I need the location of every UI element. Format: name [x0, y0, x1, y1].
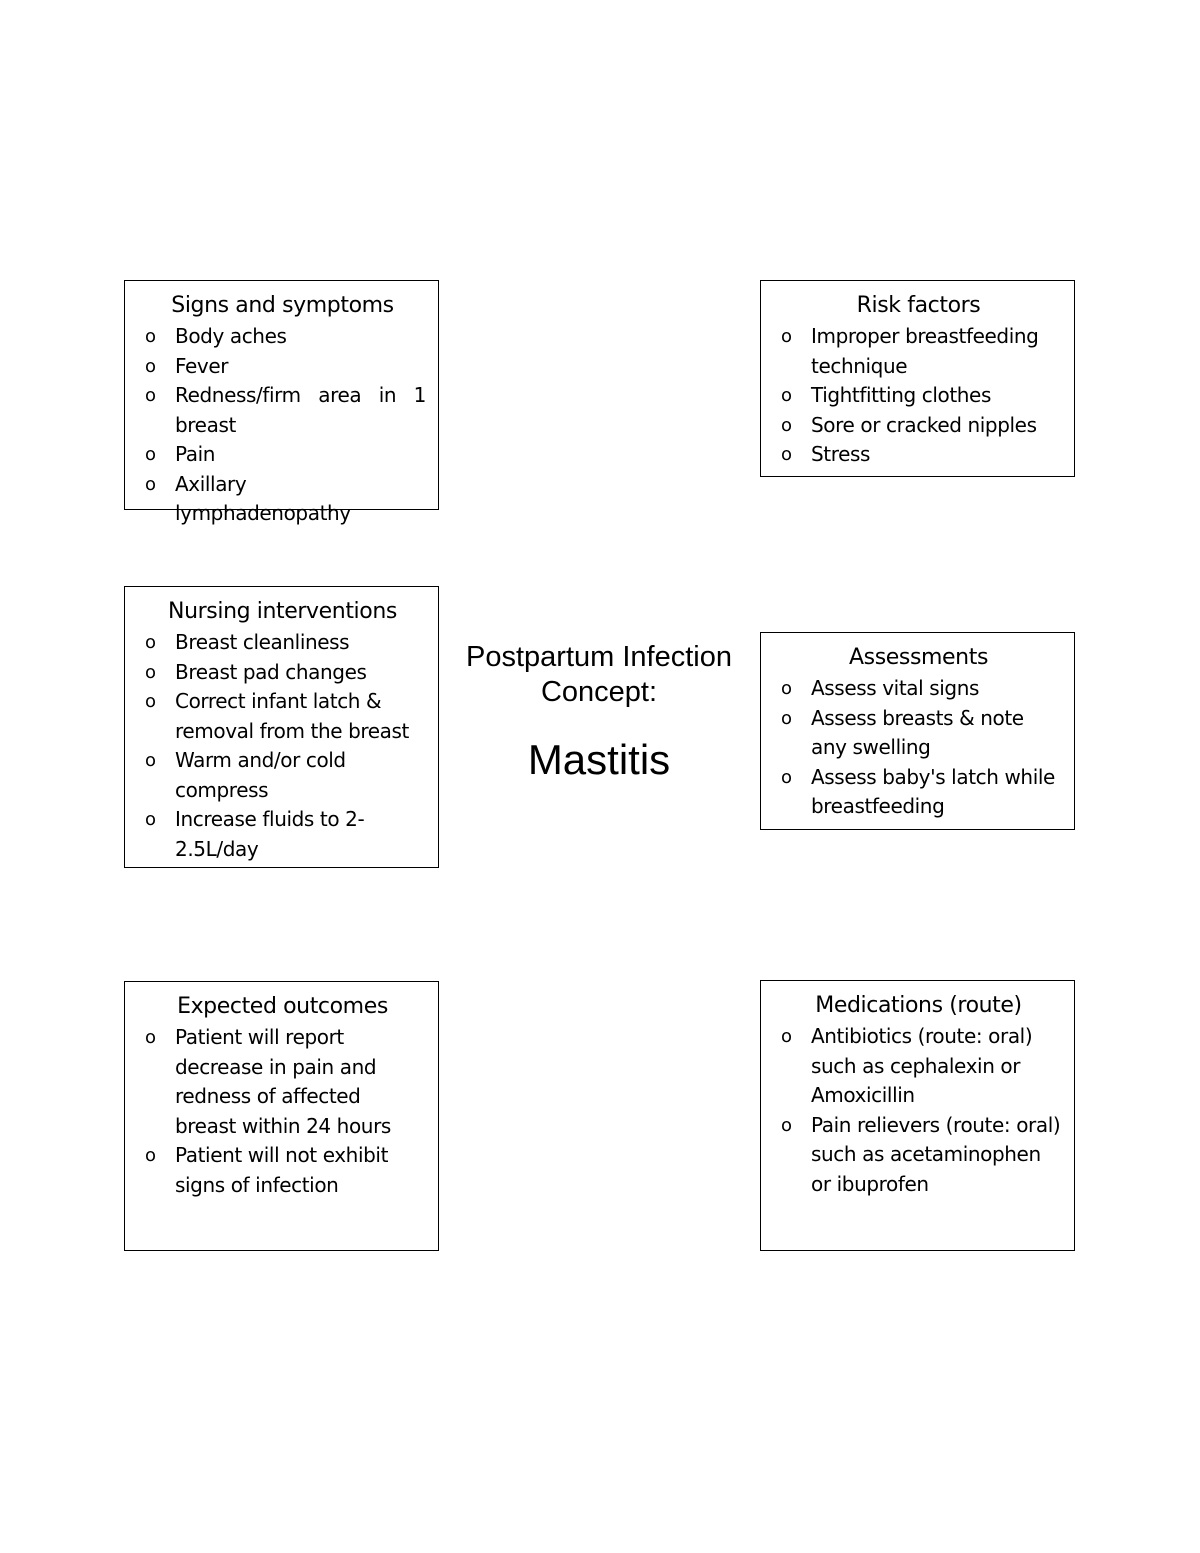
- bullet-icon: o: [145, 1027, 156, 1048]
- bullet-icon: o: [781, 678, 792, 699]
- list-item: o Breast pad changes: [139, 658, 426, 688]
- list-item: o Increase fluids to 2-2.5L/day: [145, 807, 365, 861]
- bullet-icon: o: [145, 661, 156, 683]
- meds-list: [775, 1022, 1062, 1199]
- signs-and-symptoms-box: [124, 280, 439, 525]
- bullet-icon: o: [781, 444, 792, 465]
- bullet-icon: o: [145, 473, 156, 495]
- bullet-icon: o: [145, 809, 156, 830]
- box-title: Signs and symptoms: [171, 293, 394, 318]
- nursing-interventions-box: [124, 586, 439, 868]
- concept-line-1: Postpartum Infection: [466, 641, 732, 673]
- list-item: o Pain relievers (route: oral) such as acetaminophen or ibuprofen: [781, 1112, 1061, 1196]
- list-item: o Pain: [139, 440, 426, 470]
- box-title: Assessments: [848, 645, 989, 670]
- bullet-icon: o: [781, 385, 792, 406]
- box-title: Risk factors: [856, 293, 981, 318]
- medications-box: [760, 980, 1075, 1251]
- box-title: Nursing interventions: [168, 599, 397, 624]
- list-item: o Improper breastfeeding technique: [781, 324, 1039, 378]
- box-title: Expected outcomes: [177, 994, 388, 1019]
- risk-list: [775, 322, 1062, 470]
- assess-list: [775, 674, 1062, 822]
- list-item: o Assess baby's latch while breastfeeding: [781, 764, 1055, 818]
- list-item: o Tightfitting clothes: [775, 381, 1062, 411]
- list-item: o Sore or cracked nipples: [775, 411, 1062, 441]
- bullet-icon: o: [781, 1026, 792, 1047]
- list-item: o Breast cleanliness: [139, 628, 426, 658]
- list-item: o Warm and/or cold compress: [145, 748, 346, 802]
- box-title: Medications (route): [815, 993, 1022, 1018]
- concept-line-2: Concept:: [540, 676, 658, 708]
- bullet-icon: o: [145, 1145, 156, 1166]
- risk-factors-box: [760, 280, 1075, 477]
- list-item: o Fever: [139, 352, 426, 382]
- outcome-list: [139, 1023, 426, 1200]
- bullet-icon: o: [781, 1114, 792, 1136]
- list-item: o Correct infant latch & removal from the breast: [145, 689, 409, 743]
- list-item: o Stress: [775, 440, 1062, 470]
- list-item: o Antibiotics (route: oral) such as cephalexin or Amoxicillin: [781, 1024, 1033, 1107]
- bullet-icon: o: [145, 691, 156, 712]
- bullet-icon: o: [145, 632, 156, 653]
- signs-list: [139, 322, 426, 529]
- list-item: o Patient will not exhibit signs of infection: [145, 1143, 389, 1197]
- list-item: o Patient will report decrease in pain and redness of affected breast within 24 hours: [145, 1025, 391, 1138]
- topic-title: Mastitis: [527, 736, 671, 783]
- bullet-icon: o: [781, 766, 792, 788]
- center-title: [444, 640, 754, 784]
- assessments-box: [760, 632, 1075, 830]
- bullet-icon: o: [145, 385, 156, 406]
- bullet-icon: o: [781, 707, 792, 729]
- nursing-list: [139, 628, 426, 864]
- list-item: o Redness/firm area in 1 breast: [145, 383, 426, 437]
- bullet-icon: o: [145, 326, 156, 347]
- bullet-icon: o: [781, 414, 792, 436]
- bullet-icon: o: [145, 444, 156, 465]
- list-item: o Assess vital signs: [775, 674, 1062, 704]
- bullet-icon: o: [145, 355, 156, 377]
- bullet-icon: o: [145, 750, 156, 771]
- list-item: o Body aches: [139, 322, 426, 352]
- expected-outcomes-box: [124, 981, 439, 1251]
- list-item: o Assess breasts & note any swelling: [781, 705, 1024, 759]
- list-item: o Axillary lymphadenopathy: [145, 471, 351, 525]
- bullet-icon: o: [781, 326, 792, 347]
